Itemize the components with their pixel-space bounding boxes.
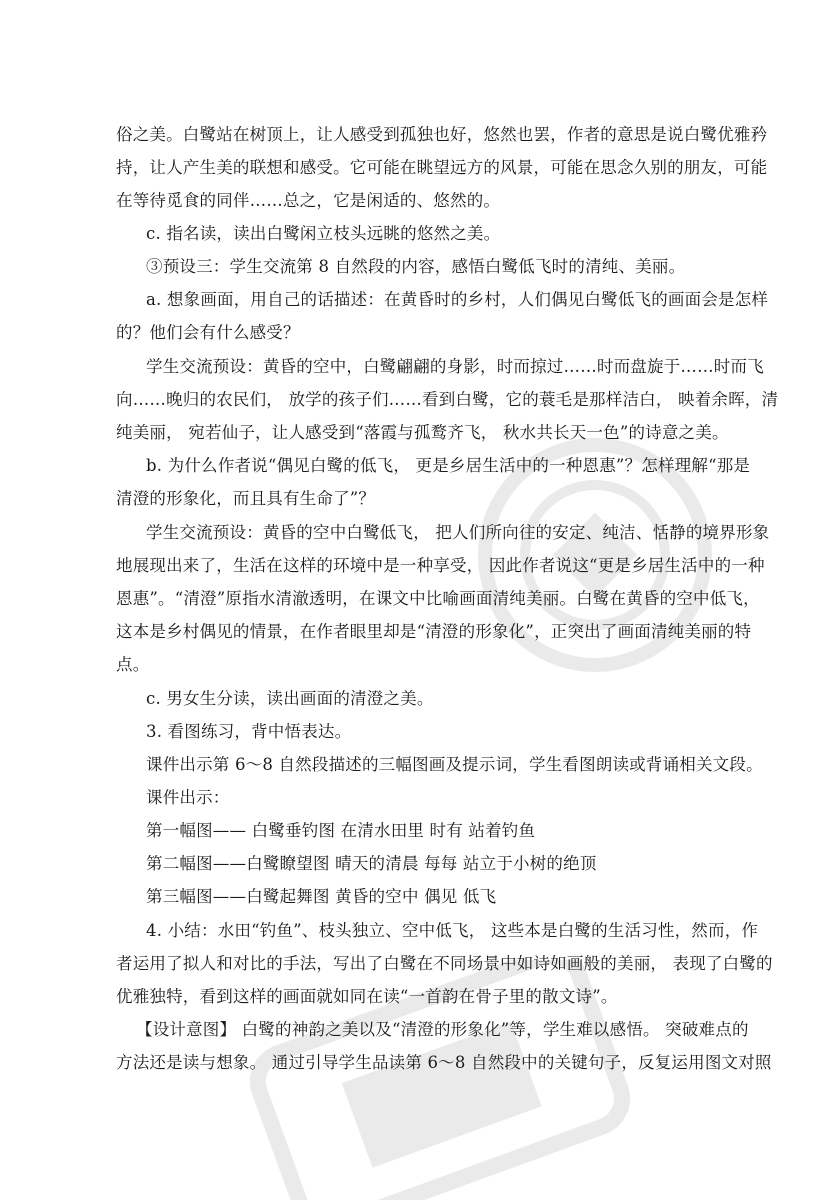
text-line: 者运用了拟人和对比的手法，写出了白鹭在不同场景中如诗如画般的美丽， 表现了白鹭的 xyxy=(116,954,773,973)
text-line: 课件出示第 6～8 自然段描述的三幅图画及提示词，学生看图朗读或背诵相关文段。 xyxy=(146,755,763,774)
text-line: 3. 看图练习，背中悟表达。 xyxy=(146,722,352,741)
text-line: b. 为什么作者说“偶见白鹭的低飞， 更是乡居生活中的一种恩惠”？怎样理解“那是 xyxy=(146,456,751,475)
text-line: 【设计意图】 白鹭的神韵之美以及“清澄的形象化”等，学生难以感悟。 突破难点的 xyxy=(136,1020,749,1039)
text-line: a. 想象画面，用自己的话描述：在黄昏时的乡村，人们偶见白鹭低飞的画面会是怎样 xyxy=(146,290,769,309)
text-line: 的？他们会有什么感受？ xyxy=(116,323,300,342)
text-line: 持，让人产生美的联想和感受。它可能在眺望远方的风景，可能在思念久别的朋友，可能 xyxy=(116,158,768,177)
text-line: ③预设三：学生交流第 8 自然段的内容，感悟白鹭低飞时的清纯、美丽。 xyxy=(146,257,686,276)
text-line: 课件出示： xyxy=(146,788,230,807)
text-line: c. 指名读，读出白鹭闲立枝头远眺的悠然之美。 xyxy=(146,224,501,243)
text-line: 第三幅图——白鹭起舞图 黄昏的空中 偶见 低飞 xyxy=(146,887,497,906)
text-line: 向……晚归的农民们， 放学的孩子们……看到白鹭，它的蓑毛是那样洁白， 映着余晖，清 xyxy=(116,390,779,409)
text-line: 学生交流预设：黄昏的空中白鹭低飞， 把人们所向往的安定、纯洁、恬静的境界形象 xyxy=(146,523,770,542)
text-line: 点。 xyxy=(116,655,150,674)
text-line: 学生交流预设：黄昏的空中，白鹭翩翩的身影，时而掠过……时而盘旋于……时而飞 xyxy=(146,357,764,376)
text-line: 第二幅图——白鹭瞭望图 晴天的清晨 每每 站立于小树的绝顶 xyxy=(146,854,597,873)
text-line: 纯美丽， 宛若仙子，让人感受到“落霞与孤鹜齐飞， 秋水共长天一色”的诗意之美。 xyxy=(116,423,729,442)
text-line: 方法还是读与想象。 通过引导学生品读第 6～8 自然段中的关键句子，反复运用图文对照 xyxy=(116,1053,772,1072)
text-line: 第一幅图—— 白鹭垂钓图 在清水田里 时有 站着钓鱼 xyxy=(146,821,536,840)
text-line: 地展现出来了，生活在这样的环境中是一种享受， 因此作者说这“更是乡居生活中的一种 xyxy=(116,556,765,575)
text-line: 优雅独特，看到这样的画面就如同在读“一首韵在骨子里的散文诗”。 xyxy=(116,987,618,1006)
text-line: 恩惠”。“清澄”原指水清澈透明，在课文中比喻画面清纯美丽。白鹭在黄昏的空中低飞， xyxy=(116,589,760,608)
text-line: c. 男女生分读，读出画面的清澄之美。 xyxy=(146,689,434,708)
text-line: 这本是乡村偶见的情景，在作者眼里却是“清澄的形象化”，正突出了画面清纯美丽的特 xyxy=(116,622,752,641)
text-line: 在等待觅食的同伴……总之，它是闲适的、悠然的。 xyxy=(116,191,501,210)
text-line: 4. 小结：水田“钓鱼”、枝头独立、空中低飞， 这些本是白鹭的生活习性，然而，作 xyxy=(146,921,759,940)
text-line: 俗之美。白鹭站在树顶上，让人感受到孤独也好，悠然也罢，作者的意思是说白鹭优雅矜 xyxy=(116,125,768,144)
text-line: 清澄的形象化，而且具有生命了”？ xyxy=(116,489,376,508)
